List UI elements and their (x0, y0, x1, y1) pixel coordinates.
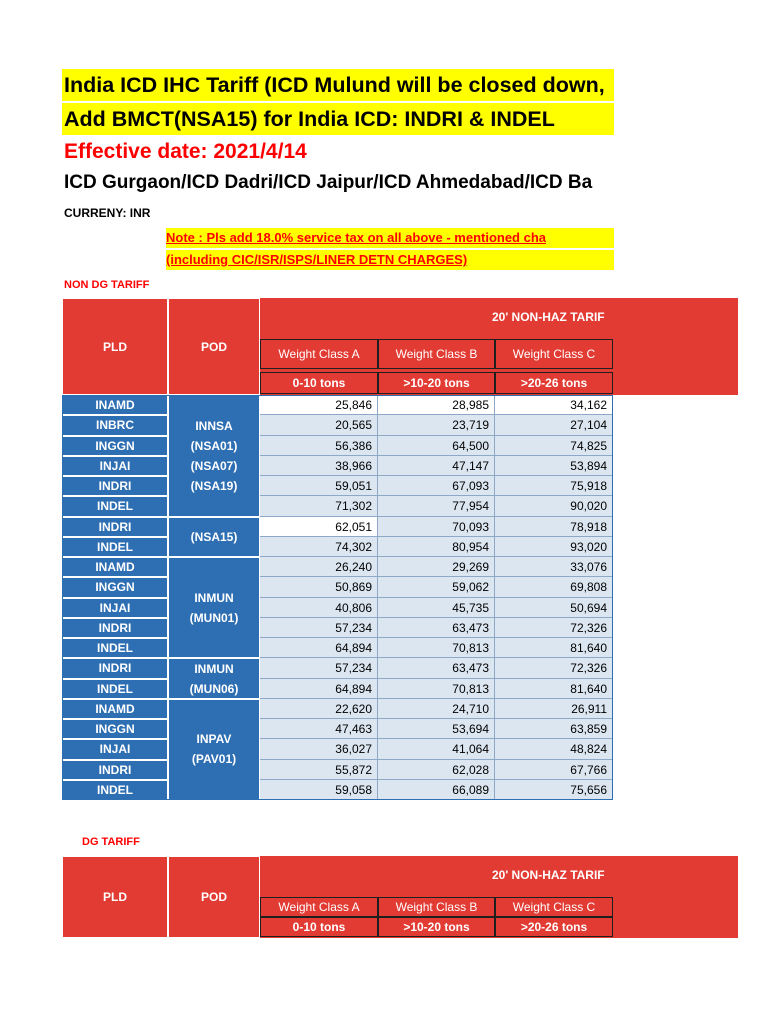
pod-line: INPAV (196, 732, 232, 747)
pod-cell (168, 517, 260, 558)
tarif-header: 20' NON-HAZ TARIF (492, 310, 605, 324)
tariff-value-c: 93,020 (495, 537, 613, 557)
pld-cell: INDEL (62, 679, 168, 699)
tariff-value-b: 41,064 (378, 739, 495, 759)
tons-b-header: >10-20 tons (378, 372, 495, 394)
tariff-value-a: 26,240 (260, 557, 378, 577)
pld-cell: INAMD (62, 699, 168, 719)
tariff-value-a: 22,620 (260, 699, 378, 719)
pld-cell: INDEL (62, 537, 168, 557)
dg-pod-header: POD (168, 856, 260, 938)
tariff-value-a: 38,966 (260, 456, 378, 476)
tariff-value-c: 75,918 (495, 476, 613, 496)
pld-cell: INGGN (62, 436, 168, 456)
pod-line: (NSA07) (190, 458, 238, 473)
tariff-value-b: 67,093 (378, 476, 495, 496)
dg-weight-class-c-header: Weight Class C (495, 897, 613, 917)
tariff-value-a: 64,894 (260, 679, 378, 699)
tax-note-line-2: (including CIC/ISR/ISPS/LINER DETN CHARGES) (166, 250, 614, 270)
tariff-value-c: 74,825 (495, 436, 613, 456)
tariff-value-b: 70,813 (378, 638, 495, 658)
tariff-value-c: 26,911 (495, 699, 613, 719)
tariff-value-b: 70,093 (378, 517, 495, 537)
currency-label: CURRENY: INR (64, 206, 151, 220)
tariff-value-a: 59,051 (260, 476, 378, 496)
pld-cell: INAMD (62, 557, 168, 577)
tariff-value-c: 50,694 (495, 598, 613, 618)
pld-cell: INJAI (62, 456, 168, 476)
tariff-value-a: 71,302 (260, 496, 378, 516)
pod-header: POD (168, 298, 260, 395)
pld-cell: INDEL (62, 496, 168, 516)
pod-cell (168, 395, 260, 517)
tariff-value-a: 55,872 (260, 760, 378, 780)
tariff-value-c: 72,326 (495, 658, 613, 678)
tariff-value-b: 23,719 (378, 415, 495, 435)
pld-cell: INDEL (62, 638, 168, 658)
tariff-value-b: 29,269 (378, 557, 495, 577)
tariff-value-a: 59,058 (260, 780, 378, 800)
non-dg-label: NON DG TARIFF (64, 279, 150, 291)
tariff-value-a: 50,869 (260, 577, 378, 597)
dg-tons-b-header: >10-20 tons (378, 917, 495, 937)
tariff-value-b: 80,954 (378, 537, 495, 557)
pld-cell: INAMD (62, 395, 168, 415)
pod-line: (MUN01) (189, 610, 239, 625)
tariff-value-a: 47,463 (260, 719, 378, 739)
tariff-value-b: 64,500 (378, 436, 495, 456)
tariff-value-a: 57,234 (260, 618, 378, 638)
pld-cell: INDRI (62, 658, 168, 678)
pld-cell: INJAI (62, 598, 168, 618)
tariff-value-b: 28,985 (378, 395, 495, 415)
pld-cell: INDRI (62, 618, 168, 638)
tons-a-header: 0-10 tons (260, 372, 378, 394)
dg-tons-a-header: 0-10 tons (260, 917, 378, 937)
tariff-value-a: 25,846 (260, 395, 378, 415)
tariff-value-b: 66,089 (378, 780, 495, 800)
title-line-2: Add BMCT(NSA15) for India ICD: INDRI & INDEL (62, 103, 614, 135)
pod-line: INMUN (194, 590, 234, 605)
pod-line: (NSA19) (190, 478, 238, 493)
pod-line: INNSA (195, 418, 233, 433)
pld-cell: INGGN (62, 577, 168, 597)
tariff-value-a: 57,234 (260, 658, 378, 678)
tariff-value-c: 33,076 (495, 557, 613, 577)
pod-cell (168, 557, 260, 658)
pod-line: (NSA15) (190, 529, 238, 544)
pld-cell: INDRI (62, 760, 168, 780)
tariff-value-c: 53,894 (495, 456, 613, 476)
dg-pld-header: PLD (62, 856, 168, 938)
tariff-value-b: 24,710 (378, 699, 495, 719)
tariff-value-c: 75,656 (495, 780, 613, 800)
pld-cell: INBRC (62, 415, 168, 435)
tariff-value-c: 34,162 (495, 395, 613, 415)
dg-tarif-header: 20' NON-HAZ TARIF (492, 868, 605, 882)
tariff-value-a: 62,051 (260, 517, 378, 537)
tariff-value-c: 72,326 (495, 618, 613, 638)
pod-cell (168, 658, 260, 699)
tariff-value-c: 69,808 (495, 577, 613, 597)
dg-label: DG TARIFF (82, 836, 140, 848)
weight-class-c-header: Weight Class C (495, 339, 613, 369)
icd-list: ICD Gurgaon/ICD Dadri/ICD Jaipur/ICD Ahmedabad/ICD Ba (64, 172, 593, 193)
tariff-value-c: 48,824 (495, 739, 613, 759)
tariff-value-b: 62,028 (378, 760, 495, 780)
dg-tons-c-header: >20-26 tons (495, 917, 613, 937)
pld-cell: INGGN (62, 719, 168, 739)
tariff-value-b: 53,694 (378, 719, 495, 739)
tariff-value-c: 90,020 (495, 496, 613, 516)
tariff-value-c: 81,640 (495, 679, 613, 699)
pod-line: INMUN (194, 661, 234, 676)
effective-date: Effective date: 2021/4/14 (64, 140, 307, 163)
tariff-value-c: 27,104 (495, 415, 613, 435)
tariff-value-c: 78,918 (495, 517, 613, 537)
tariff-value-c: 81,640 (495, 638, 613, 658)
tariff-value-b: 70,813 (378, 679, 495, 699)
pld-cell: INDRI (62, 517, 168, 537)
dg-weight-class-b-header: Weight Class B (378, 897, 495, 917)
weight-class-a-header: Weight Class A (260, 339, 378, 369)
pld-header: PLD (62, 298, 168, 395)
pod-line: (MUN06) (189, 681, 239, 696)
tariff-value-a: 74,302 (260, 537, 378, 557)
pld-cell: INDRI (62, 476, 168, 496)
pod-line: (PAV01) (191, 752, 237, 767)
tariff-value-c: 63,859 (495, 719, 613, 739)
tariff-value-b: 63,473 (378, 618, 495, 638)
tariff-value-a: 36,027 (260, 739, 378, 759)
pld-cell: INDEL (62, 780, 168, 800)
dg-weight-class-a-header: Weight Class A (260, 897, 378, 917)
tariff-value-b: 47,147 (378, 456, 495, 476)
tariff-value-a: 40,806 (260, 598, 378, 618)
tons-c-header: >20-26 tons (495, 372, 613, 394)
tariff-value-c: 67,766 (495, 760, 613, 780)
pod-cell (168, 699, 260, 800)
weight-class-b-header: Weight Class B (378, 339, 495, 369)
tariff-value-b: 77,954 (378, 496, 495, 516)
pod-line: (NSA01) (190, 438, 238, 453)
tariff-value-b: 63,473 (378, 658, 495, 678)
tariff-value-a: 20,565 (260, 415, 378, 435)
pld-cell: INJAI (62, 739, 168, 759)
tariff-value-b: 45,735 (378, 598, 495, 618)
title-line-1: India ICD IHC Tariff (ICD Mulund will be closed down, (62, 69, 614, 101)
tariff-value-a: 56,386 (260, 436, 378, 456)
tax-note-line-1: Note : Pls add 18.0% service tax on all above - mentioned cha (166, 228, 614, 248)
tariff-value-a: 64,894 (260, 638, 378, 658)
tariff-value-b: 59,062 (378, 577, 495, 597)
